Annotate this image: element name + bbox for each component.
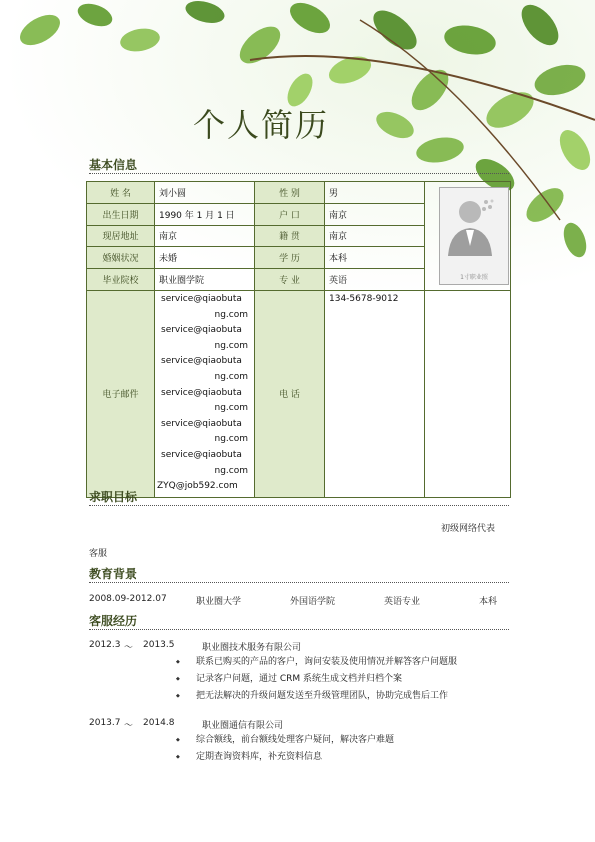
person-icon xyxy=(440,188,508,268)
exp-end: 2013.5 xyxy=(143,640,175,650)
school-value: 职业圈学院 xyxy=(155,269,255,291)
section-experience xyxy=(89,613,509,630)
education-school: 职业圈大学 xyxy=(196,597,242,607)
school-label: 毕业院校 xyxy=(87,269,155,291)
section-title: 求职目标 xyxy=(89,490,138,504)
email-line: service@qiaobuta xyxy=(161,294,242,304)
page-title: 个人简历 xyxy=(193,106,330,144)
photo-placeholder xyxy=(439,187,509,285)
email-line-wrap: ng.com xyxy=(214,465,248,476)
email-line: service@qiaobuta xyxy=(161,325,242,336)
exp-start: 2012.3 xyxy=(89,640,121,650)
email-value xyxy=(155,291,255,498)
email-line-wrap: ng.com xyxy=(214,403,248,414)
gender-label: 性 别 xyxy=(255,182,325,204)
email-last: ZYQ@job592.com xyxy=(157,481,238,492)
education-period: 2008.09-2012.07 xyxy=(89,594,167,604)
native-label: 籍 贯 xyxy=(255,225,325,247)
objective-position: 初级网络代表 xyxy=(441,524,496,534)
education-college: 外国语学院 xyxy=(290,597,336,607)
email-line: service@qiaobuta xyxy=(161,449,242,460)
section-title: 教育背景 xyxy=(89,567,138,581)
email-line-wrap: ng.com xyxy=(214,340,248,351)
photo-label: 1寸职业照 xyxy=(460,274,488,281)
exp-end: 2014.8 xyxy=(143,718,175,728)
marital-label: 婚姻状况 xyxy=(87,247,155,269)
degree-label: 学 历 xyxy=(255,247,325,269)
gender-value: 男 xyxy=(325,182,425,204)
hukou-value: 南京 xyxy=(325,203,425,225)
exp-separator: ～ xyxy=(124,721,134,731)
education-degree: 本科 xyxy=(479,597,498,607)
exp-separator: ～ xyxy=(124,643,134,653)
phone-value: 134-5678-9012 xyxy=(325,291,425,498)
exp-bullet-list xyxy=(196,654,457,705)
exp-start: 2013.7 xyxy=(89,718,121,728)
objective-role: 客服 xyxy=(89,549,108,559)
birth-label: 出生日期 xyxy=(87,203,155,225)
name-value: 刘小圆 xyxy=(155,182,255,204)
exp-company: 职业圈通信有限公司 xyxy=(202,721,284,731)
marital-value: 未婚 xyxy=(155,247,255,269)
section-title: 客服经历 xyxy=(89,614,138,628)
major-value: 英语 xyxy=(325,269,425,291)
phone-label: 电 话 xyxy=(255,291,325,498)
address-value: 南京 xyxy=(155,225,255,247)
degree-value: 本科 xyxy=(325,247,425,269)
native-value: 南京 xyxy=(325,225,425,247)
section-title: 基本信息 xyxy=(89,158,138,172)
section-objective xyxy=(89,489,509,506)
email-line-wrap: ng.com xyxy=(214,309,248,320)
empty-cell xyxy=(425,291,511,498)
exp-bullet: ◆ 综合额线，前台额线处理客户疑问，解决客户难题 xyxy=(196,732,394,749)
exp-bullet-list xyxy=(196,732,394,766)
photo-cell xyxy=(425,182,511,291)
name-label: 姓 名 xyxy=(87,182,155,204)
exp-bullet: ◆ 定期查询资料库，补充资料信息 xyxy=(196,749,394,766)
exp-bullet: ◆ 记录客户问题，通过 CRM 系统生成文档并归档个案 xyxy=(196,671,457,688)
address-label: 现居地址 xyxy=(87,225,155,247)
exp-bullet: ◆ 联系已购买的产品的客户，询问安装及使用情况并解答客户问题服 xyxy=(196,654,457,671)
email-line: service@qiaobuta xyxy=(161,387,242,398)
birth-value: 1990 年 1 月 1 日 xyxy=(155,203,255,225)
email-line: service@qiaobuta xyxy=(161,418,242,429)
major-label: 专 业 xyxy=(255,269,325,291)
education-major: 英语专业 xyxy=(384,597,421,607)
email-line-wrap: ng.com xyxy=(214,434,248,445)
section-education xyxy=(89,566,509,583)
exp-bullet: ◆ 把无法解决的升级问题发送至升级管理团队，协助完成售后工作 xyxy=(196,688,457,705)
basic-info-table xyxy=(86,181,511,498)
exp-company: 职业圈技术服务有限公司 xyxy=(202,643,302,653)
email-line: service@qiaobuta xyxy=(161,356,242,367)
email-line-wrap: ng.com xyxy=(214,371,248,382)
section-basic-info xyxy=(89,157,509,174)
email-label: 电子邮件 xyxy=(87,291,155,498)
hukou-label: 户 口 xyxy=(255,203,325,225)
